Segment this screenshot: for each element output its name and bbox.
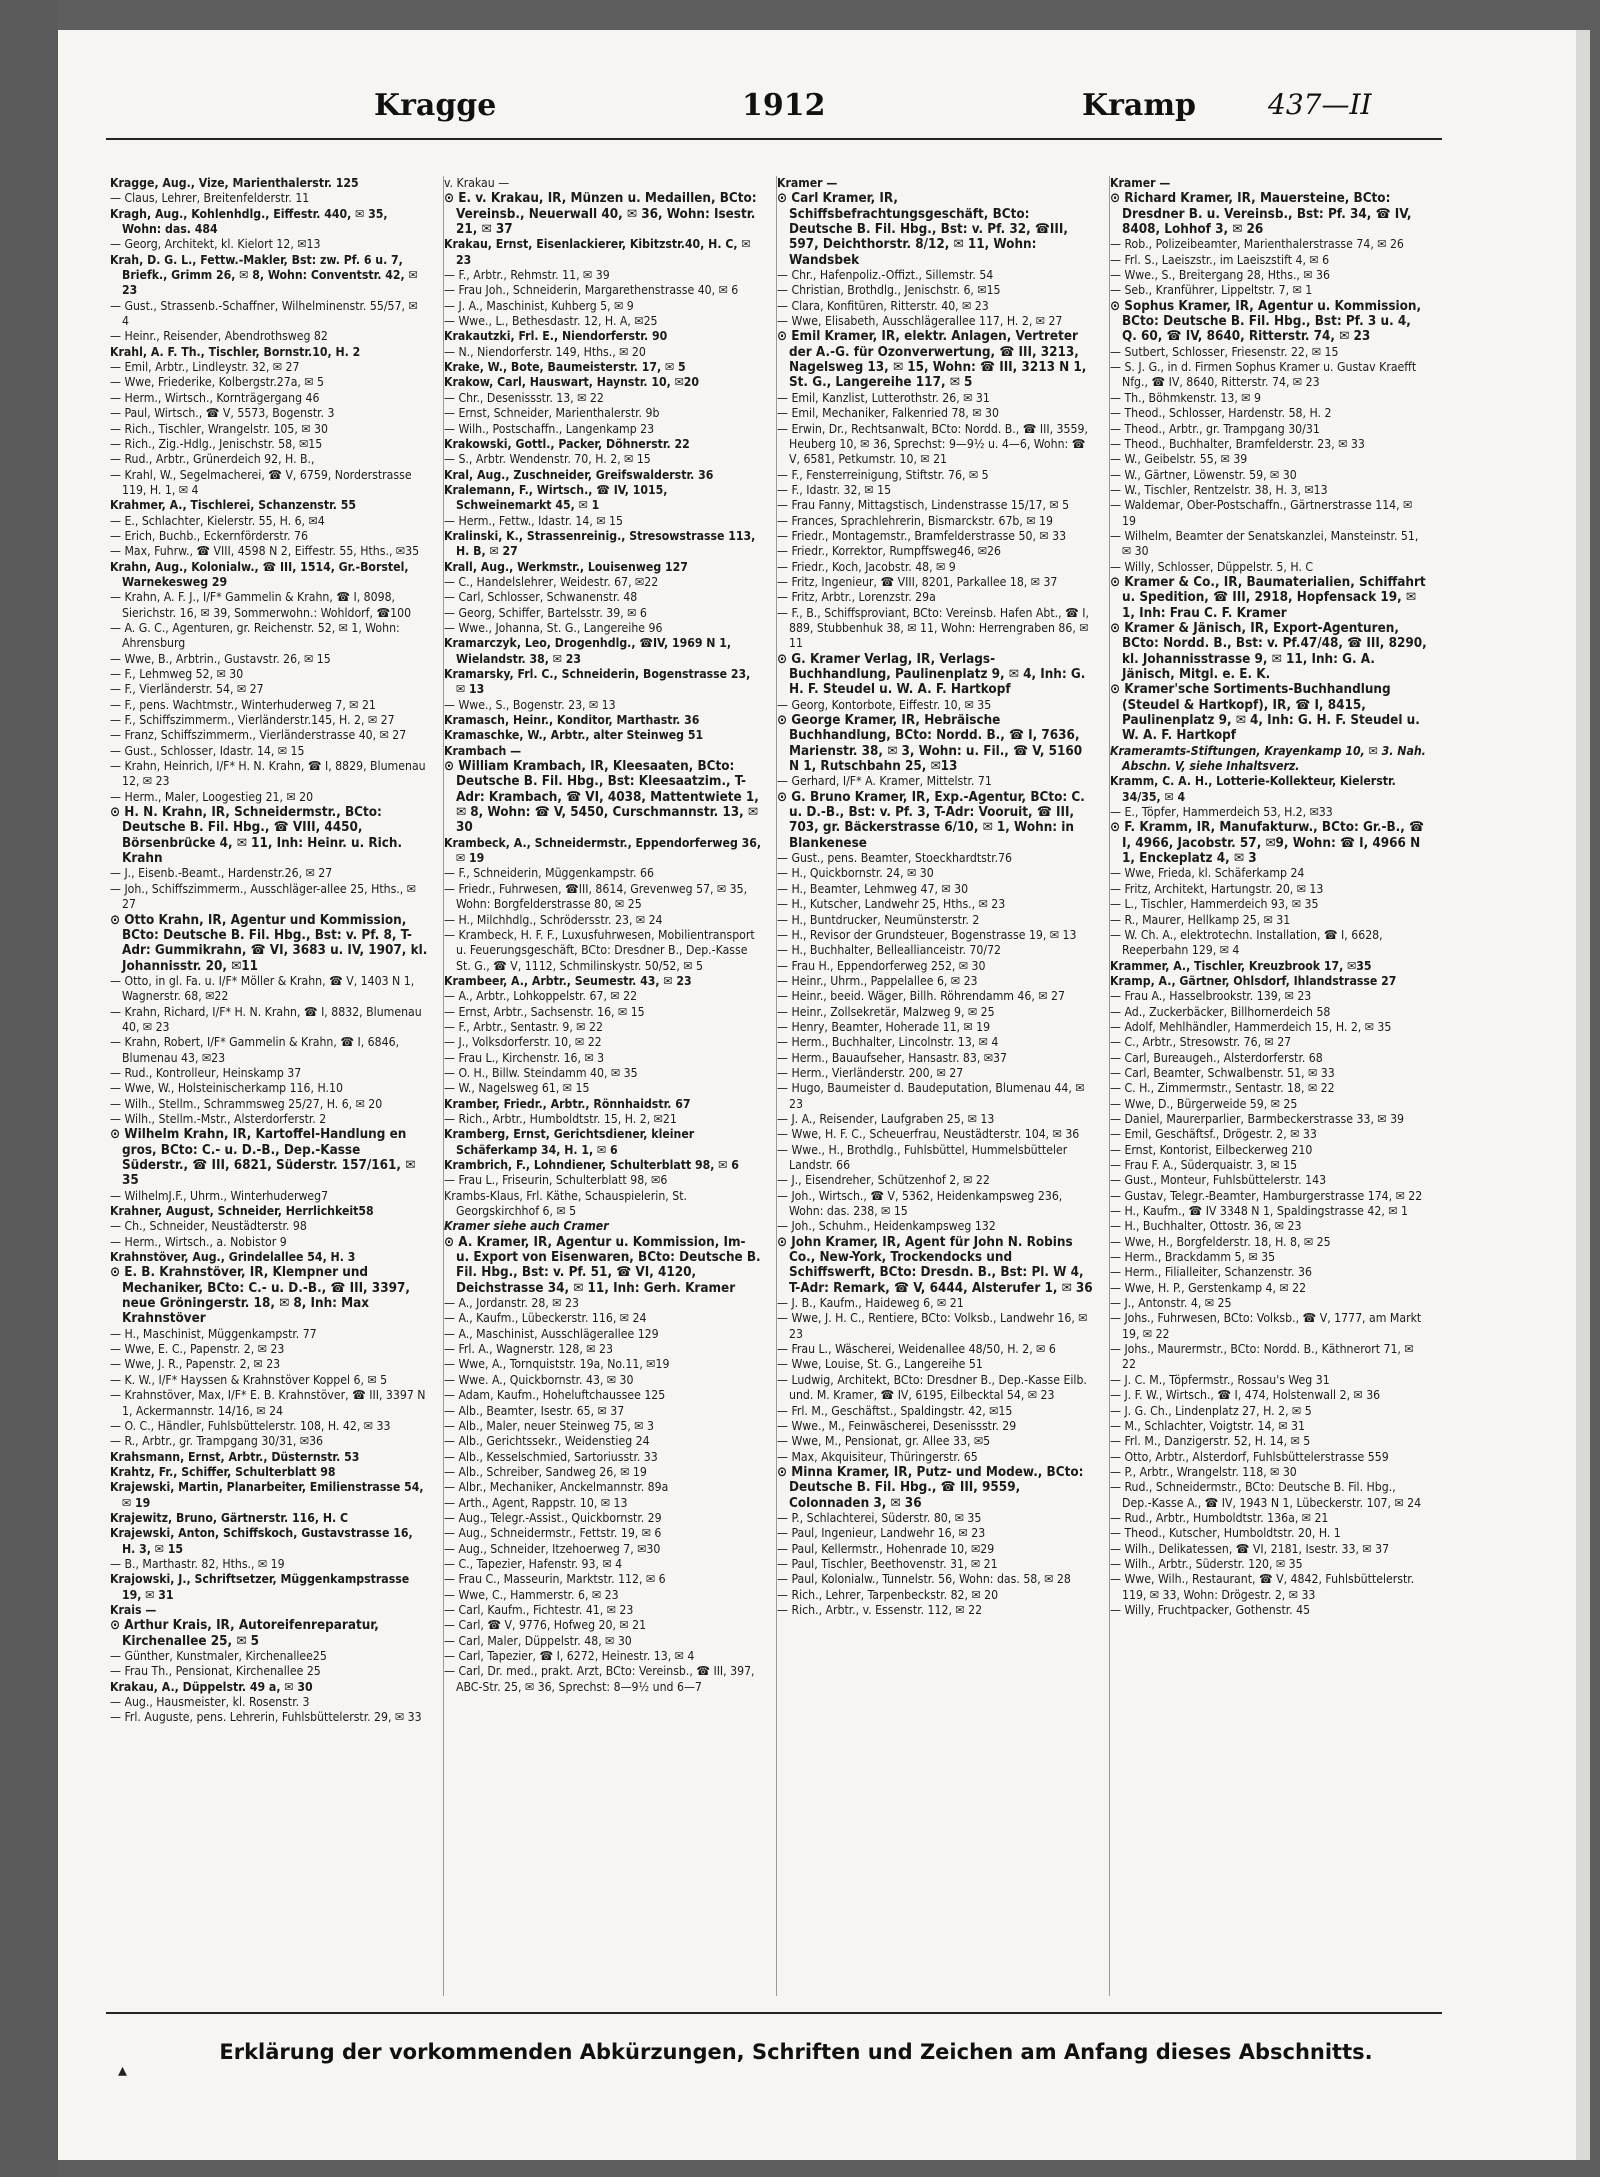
directory-entry: ⊙ A. Kramer, IR, Agentur u. Kommission, Im- u. Export von Eisenwaren, BCto: Deutsche B. Fil. Hbg., Bst: v. Pf. 51, ☎ VI, 4120, Deichstrasse 34, ✉ 11, Inh: Gerh. Kramer <box>444 1234 761 1296</box>
directory-entry: — Wwe, Friederike, Kolbergstr.27a, ✉ 5 <box>110 375 325 390</box>
directory-entry: Kragh, Aug., Kohlenhdlg., Eiffestr. 440, ✉ 35, Wohn: das. 484 <box>110 206 388 237</box>
directory-entry: — F., Arbtr., Rehmstr. 11, ✉ 39 <box>444 268 610 283</box>
directory-entry: — Herm., Fettw., Idastr. 14, ✉ 15 <box>444 513 623 528</box>
directory-entry: — Christian, Brothdlg., Jenischstr. 6, ✉15 <box>777 283 1001 298</box>
directory-entry: — Wwe, H. F. C., Scheuerfrau, Neustädterstr. 104, ✉ 36 <box>777 1127 1080 1142</box>
directory-entry: Krammer, A., Tischler, Kreuzbrook 17, ✉35 <box>1110 958 1372 973</box>
directory-entry: Krahtz, Fr., Schiffer, Schulterblatt 98 <box>110 1464 336 1479</box>
directory-entry: — F., Lehmweg 52, ✉ 30 <box>110 667 244 681</box>
directory-entry: ⊙ G. Bruno Kramer, IR, Exp.-Agentur, BCto: C. u. D.-B., Bst: v. Pf. 3, T-Adr: Vooruit, ☎ III, 703, gr. Bäckerstrasse 6/10, ✉ 1, Wohn: in Blankenese <box>777 789 1085 851</box>
directory-entry: — F., Idastr. 32, ✉ 15 <box>777 482 892 497</box>
directory-entry: — Frau Fanny, Mittagstisch, Lindenstrasse 15/17, ✉ 5 <box>777 498 1070 513</box>
directory-entry: Kramer — <box>777 176 838 190</box>
directory-entry: — Clara, Konfitüren, Ritterstr. 40, ✉ 23 <box>777 298 989 313</box>
directory-entry: — Heinr., beeid. Wäger, Billh. Röhrendamm 46, ✉ 27 <box>777 989 1065 1004</box>
directory-entry: — Wwe, A., Tornquiststr. 19a, No.11, ✉19 <box>444 1357 670 1372</box>
directory-entry: — Joh., Schuhm., Heidenkampsweg 132 <box>777 1219 996 1234</box>
directory-entry: — Frau F. A., Süderquaistr. 3, ✉ 15 <box>1110 1158 1298 1172</box>
directory-entry: — Aug., Schneider, Itzehoerweg 7, ✉30 <box>444 1541 661 1556</box>
directory-entry: — Frances, Sprachlehrerin, Bismarckstr. 67b, ✉ 19 <box>777 513 1053 528</box>
directory-entry: — L., Tischler, Hammerdeich 93, ✉ 35 <box>1110 897 1319 912</box>
directory-entry: — K. W., I/F* Hayssen & Krahnstöver Koppel 6, ✉ 5 <box>110 1372 388 1387</box>
directory-entry: — C., Handelslehrer, Weidestr. 67, ✉22 <box>444 574 659 589</box>
directory-entry: — Johs., Maurermstr., BCto: Nordd. B., Käthnerort 71, ✉ 22 <box>1110 1342 1414 1372</box>
directory-entry: Krall, Aug., Werkmstr., Louisenweg 127 <box>444 559 688 574</box>
directory-entry: — Paul, Kolonialw., Tunnelstr. 56, Wohn: das. 58, ✉ 28 <box>777 1572 1071 1587</box>
directory-entry: — J., Antonstr. 4, ✉ 25 <box>1110 1296 1232 1311</box>
directory-entry: — J., Volksdorferstr. 10, ✉ 22 <box>444 1035 602 1050</box>
directory-entry: — Rich., Zig.-Hdlg., Jenischstr. 58, ✉15 <box>110 436 323 451</box>
directory-entry: Krajewitz, Bruno, Gärtnerstr. 116, H. C <box>110 1510 349 1525</box>
directory-entry: — Fritz, Architekt, Hartungstr. 20, ✉ 13 <box>1110 881 1324 896</box>
directory-entry: — Rud., Kontrolleur, Heinskamp 37 <box>110 1065 302 1080</box>
directory-entry: — Paul, Kellermstr., Hohenrade 10, ✉29 <box>777 1541 995 1556</box>
directory-entry: ⊙ Kramer & Co., IR, Baumaterialien, Schiffahrt u. Spedition, ☎ III, 2918, Hopfensack 19, ✉ 1, Inh: Frau C. F. Kramer <box>1110 574 1426 621</box>
directory-entry: ⊙ E. v. Krakau, IR, Münzen u. Medaillen, BCto: Vereinsb., Neuerwall 40, ✉ 36, Wohn: Isestr. 21, ✉ 37 <box>444 191 757 238</box>
directory-entry: — H., Buchhalter, Belleallianceistr. 70/72 <box>777 943 1002 958</box>
directory-entry: — J. B., Kaufm., Haideweg 6, ✉ 21 <box>777 1296 964 1311</box>
directory-entry: ⊙ Kramer'sche Sortiments-Buchhandlung (Steudel & Hartkopf), IR, ☎ I, 8415, Paulinenplatz 9, ✉ 4, Inh: G. H. F. Steudel u. W. A. F. Hartkopf <box>1110 682 1420 744</box>
directory-entry: — Rich., Arbtr., v. Essenstr. 112, ✉ 22 <box>777 1602 983 1617</box>
directory-entry: — Albr., Mechaniker, Anckelmannstr. 89a <box>444 1480 669 1495</box>
directory-entry: — H., Milchhdlg., Schrödersstr. 23, ✉ 24 <box>444 912 663 927</box>
directory-entry: — Max, Fuhrw., ☎ VIII, 4598 N 2, Eiffestr. 55, Hths., ✉35 <box>110 544 420 559</box>
directory-entry: — Joh., Wirtsch., ☎ V, 5362, Heidenkampsweg 236, Wohn: das. 238, ✉ 15 <box>777 1188 1063 1219</box>
directory-entry: Kramm, C. A. H., Lotterie-Kollekteur, Kielerstr. 34/35, ✉ 4 <box>1110 774 1396 804</box>
directory-entry: Krakau, A., Düppelstr. 49 a, ✉ 30 <box>110 1679 313 1694</box>
directory-entry: — Herm., Filialleiter, Schanzenstr. 36 <box>1110 1265 1312 1280</box>
directory-entry: — Wwe. A., Quickbornstr. 43, ✉ 30 <box>444 1372 634 1387</box>
directory-entry: Krakow, Carl, Hauswart, Haynstr. 10, ✉20 <box>444 375 700 390</box>
directory-entry: Krambs-Klaus, Frl. Käthe, Schauspielerin, St. Georgskirchhof 6, ✉ 5 <box>444 1188 687 1219</box>
column-3 <box>776 176 1095 1996</box>
directory-entry: — Carl, Schlosser, Schwanenstr. 48 <box>444 590 638 605</box>
directory-entry: — O. C., Händler, Fuhlsbüttelerstr. 108, H. 42, ✉ 33 <box>110 1418 391 1433</box>
directory-entry: — Carl, ☎ V, 9776, Hofweg 20, ✉ 21 <box>444 1618 647 1633</box>
directory-entry: — H., Revisor der Grundsteuer, Bogenstrasse 19, ✉ 13 <box>777 927 1077 942</box>
directory-entry: — Erwin, Dr., Rechtsanwalt, BCto: Nordd. B., ☎ III, 3559, Heuberg 10, ✉ 36, Sprechst: 9—9½ u. 4—6, Wohn: ☎ V, 6581, Petkumstr. 10, ✉ 21 <box>777 421 1088 467</box>
directory-entry: Kralinski, K., Strassenreinig., Stresowstrasse 113, H. B, ✉ 27 <box>444 528 756 559</box>
directory-entry: — Frau L., Friseurin, Schulterblatt 98, ✉6 <box>444 1173 668 1188</box>
directory-entry: — J. F. W., Wirtsch., ☎ I, 474, Holstenwall 2, ✉ 36 <box>1110 1388 1381 1403</box>
directory-entry: — Frau C., Masseurin, Marktstr. 112, ✉ 6 <box>444 1572 666 1587</box>
directory-entry: ⊙ Kramer & Jänisch, IR, Export-Agenturen, BCto: Nordd. B., Bst: v. Pf.47/48, ☎ III, 8290, kl. Johannisstrasse 9, ✉ 11, Inh: G. A. Jänisch, Mitgl. e. E. K. <box>1110 620 1427 682</box>
directory-entry: — P., Schlachterei, Süderstr. 80, ✉ 35 <box>777 1510 982 1525</box>
directory-entry: — Alb., Beamter, Isestr. 65, ✉ 37 <box>444 1403 625 1418</box>
directory-entry: — Friedr., Montagemstr., Bramfelderstrasse 50, ✉ 33 <box>777 528 1067 543</box>
directory-entry: ⊙ Sophus Kramer, IR, Agentur u. Kommission, BCto: Deutsche B. Fil. Hbg., Bst: Pf. 3 u. 4, Q. 60, ☎ IV, 8640, Ritterstr. 74, ✉ 23 <box>1110 298 1422 345</box>
directory-entry: — Georg, Schiffer, Bartelsstr. 39, ✉ 6 <box>444 605 647 620</box>
directory-entry: — Heinr., Reisender, Abendrothsweg 82 <box>110 329 328 344</box>
directory-entry: — Arth., Agent, Rappstr. 10, ✉ 13 <box>444 1495 628 1510</box>
directory-entry: — Adam, Kaufm., Hoheluftchaussee 125 <box>444 1388 666 1403</box>
directory-entry: — H., Buntdrucker, Neumünsterstr. 2 <box>777 912 980 927</box>
directory-entry: — W., Nagelsweg 61, ✉ 15 <box>444 1081 590 1096</box>
directory-entry: — Wilh., Postschaffn., Langenkamp 23 <box>444 421 655 436</box>
directory-entry: — Carl, Tapezier, ☎ I, 6272, Heinestr. 13, ✉ 4 <box>444 1649 695 1663</box>
directory-entry: — Ernst, Schneider, Marienthalerstr. 9b <box>444 406 660 421</box>
directory-entry: Krajewski, Anton, Schiffskoch, Gustavstrasse 16, H. 3, ✉ 15 <box>110 1526 413 1556</box>
directory-entry: — Adolf, Mehlhändler, Hammerdeich 15, H. 2, ✉ 35 <box>1110 1019 1392 1034</box>
directory-entry: — Gust., pens. Beamter, Stoeckhardtstr.76 <box>777 851 1013 866</box>
directory-entry: Kramberg, Ernst, Gerichtsdiener, kleiner Schäferkamp 34, H. 1, ✉ 6 <box>444 1127 695 1157</box>
directory-entry: — P., Arbtr., Wrangelstr. 118, ✉ 30 <box>1110 1464 1297 1479</box>
directory-entry: — Otto, in gl. Fa. u. I/F* Möller & Krahn, ☎ V, 1403 N 1, Wagnerstr. 68, ✉22 <box>110 973 415 1004</box>
scan-gutter <box>0 0 58 2177</box>
directory-entry: — A., Jordanstr. 28, ✉ 23 <box>444 1296 579 1311</box>
directory-entry: — Ludwig, Architekt, BCto: Dresdner B., Dep.-Kasse Eilb. und. M. Kramer, ☎ IV, 6195, Eilbecktal 54, ✉ 23 <box>777 1372 1087 1403</box>
directory-entry: — S., Arbtr. Wendenstr. 70, H. 2, ✉ 15 <box>444 452 651 467</box>
directory-entry: — Herm., Maler, Loogestieg 21, ✉ 20 <box>110 789 314 804</box>
directory-entry: — M., Schlachter, Voigtstr. 14, ✉ 31 <box>1110 1418 1306 1433</box>
directory-entry: — Ernst, Arbtr., Sachsenstr. 16, ✉ 15 <box>444 1004 645 1019</box>
directory-entry: — Chr., Desenissstr. 13, ✉ 22 <box>444 390 604 405</box>
directory-entry: — J., Eisenb.-Beamt., Hardenstr.26, ✉ 27 <box>110 866 333 881</box>
directory-entry: — Erich, Buchb., Eckernförderstr. 76 <box>110 528 308 543</box>
directory-entry: — J. A., Reisender, Laufgraben 25, ✉ 13 <box>777 1111 995 1126</box>
directory-entry: Krakautzki, Frl. E., Niendorferstr. 90 <box>444 329 668 344</box>
directory-entry: — Emil, Mechaniker, Falkenried 78, ✉ 30 <box>777 406 999 421</box>
directory-entry: — Seb., Kranführer, Lippeltstr. 7, ✉ 1 <box>1110 283 1313 298</box>
footer-rule <box>106 2012 1442 2014</box>
directory-entry: — H., Quickbornstr. 24, ✉ 30 <box>777 866 934 881</box>
directory-entry: — Gust., Strassenb.-Schaffner, Wilhelminenstr. 55/57, ✉ 4 <box>110 298 418 329</box>
directory-entry: — Wwe, W., Holsteinischerkamp 116, H.10 <box>110 1081 343 1096</box>
directory-entry: Krahl, A. F. Th., Tischler, Bornstr.10, H. 2 <box>110 344 361 359</box>
directory-entry: — Georg, Architekt, kl. Kielort 12, ✉13 <box>110 237 321 252</box>
directory-entry: Krajewski, Martin, Planarbeiter, Emilienstrasse 54, ✉ 19 <box>110 1480 424 1510</box>
abbreviation-note: Erklärung der vorkommenden Abkürzungen, Schriften und Zeichen am Anfang dieses Abschnitts. <box>219 2040 1373 2064</box>
directory-entry: ⊙ G. Kramer Verlag, IR, Verlags-Buchhandlung, Paulinenplatz 9, ✉ 4, Inh: G. H. F. Steudel u. W. A. F. Hartkopf <box>777 651 1086 698</box>
directory-entry: — Wwe., H., Brothdlg., Fuhlsbüttel, Hummelsbütteler Landstr. 66 <box>777 1142 1068 1172</box>
directory-entry: — Heinr., Zollsekretär, Malzweg 9, ✉ 25 <box>777 1004 995 1019</box>
directory-entry: ⊙ Wilhelm Krahn, IR, Kartoffel-Handlung en gros, BCto: C.- u. D.-B., Dep.-Kasse Süderstr., ☎ III, 6821, Süderstr. 157/161, ✉ 35 <box>110 1127 416 1189</box>
directory-entry: — Rich., Tischler, Wrangelstr. 105, ✉ 30 <box>110 421 328 436</box>
directory-entry: — Krahn, Robert, I/F* Gammelin & Krahn, ☎ I, 6846, Blumenau 43, ✉23 <box>110 1035 400 1065</box>
directory-entry: — Carl, Bureaugeh., Alsterdorferstr. 68 <box>1110 1050 1323 1065</box>
directory-entry: — H., Buchhalter, Ottostr. 36, ✉ 23 <box>1110 1219 1302 1234</box>
directory-entry: — Theod., Schlosser, Hardenstr. 58, H. 2 <box>1110 406 1332 421</box>
directory-entry: — Wwe., Johanna, St. G., Langereihe 96 <box>444 620 663 635</box>
column-4 <box>1109 176 1428 1996</box>
directory-entry: — Wwe., S., Breitergang 28, Hths., ✉ 36 <box>1110 268 1331 283</box>
directory-entry: — Carl, Dr. med., prakt. Arzt, BCto: Vereinsb., ☎ III, 397, ABC-Str. 25, ✉ 36, Sprechst: 8—9½ und 6—7 <box>444 1664 755 1694</box>
directory-entry: — Joh., Schiffszimmerm., Ausschläger-allee 25, Hths., ✉ 27 <box>110 881 416 912</box>
directory-entry: — H., Kutscher, Landwehr 25, Hths., ✉ 23 <box>777 897 1006 912</box>
directory-entry: — Herm., Wirtsch., Kornträgergang 46 <box>110 390 320 405</box>
directory-entry: Kramber, Friedr., Arbtr., Rönnhaidstr. 67 <box>444 1096 691 1111</box>
directory-entry: — Rich., Arbtr., Humboldtstr. 15, H. 2, ✉21 <box>444 1111 677 1126</box>
directory-entry: ⊙ Richard Kramer, IR, Mauersteine, BCto: Dresdner B. u. Vereinsb., Bst: Pf. 34, ☎ IV, 8408, Lohhof 3, ✉ 26 <box>1110 191 1412 238</box>
directory-entry: — Gustav, Telegr.-Beamter, Hamburgerstrasse 174, ✉ 22 <box>1110 1188 1423 1203</box>
directory-entry: — Theod., Kutscher, Humboldtstr. 20, H. 1 <box>1110 1526 1341 1541</box>
directory-entry: — Emil, Arbtr., Lindleystr. 32, ✉ 27 <box>110 360 300 375</box>
directory-entry: — Frl. A., Wagnerstr. 128, ✉ 23 <box>444 1342 613 1357</box>
directory-entry: ⊙ Arthur Krais, IR, Autoreifenreparatur, Kirchenallee 25, ✉ 5 <box>110 1618 379 1649</box>
directory-entry: ⊙ H. N. Krahn, IR, Schneidermstr., BCto: Deutsche B. Fil. Hbg., ☎ VIII, 4450, Börsenbrücke 4, ✉ 11, Inh: Heinr. u. Rich. Krahn <box>110 805 403 867</box>
directory-entry: Krameramts-Stiftungen, Krayenkamp 10, ✉ 3. Nah. Abschn. V, siehe Inhaltsverz. <box>1110 743 1426 774</box>
directory-entry: — Frau L., Wäscherei, Weidenallee 48/50, H. 2, ✉ 6 <box>777 1342 1056 1357</box>
directory-entry: Krahner, August, Schneider, Herrlichkeit58 <box>110 1204 374 1219</box>
directory-entry: ⊙ Otto Krahn, IR, Agentur und Kommission, BCto: Deutsche B. Fil. Hbg., Bst: v. Pf. 8, T-Adr: Gummikrahn, ☎ VI, 3683 u. IV, 1907, kl. Johannisstr. 20, ✉11 <box>110 912 428 974</box>
directory-entry: — Wwe, J. H. C., Rentiere, BCto: Volksb., Landwehr 16, ✉ 23 <box>777 1311 1088 1341</box>
directory-entry: Krambrich, F., Lohndiener, Schulterblatt 98, ✉ 6 <box>444 1158 739 1172</box>
directory-entry: — A., Arbtr., Lohkoppelstr. 67, ✉ 22 <box>444 989 638 1004</box>
directory-entry: ⊙ Emil Kramer, IR, elektr. Anlagen, Vertreter der A.-G. für Ozonverwertung, ☎ III, 3213, Nagelsweg 13, ✉ 15, Wohn: ☎ III, 3213 N 1, St. G., Langereihe 117, ✉ 5 <box>777 329 1087 391</box>
directory-entry: Krahsmann, Ernst, Arbtr., Düsternstr. 53 <box>110 1449 360 1464</box>
directory-entry: Kramp, A., Gärtner, Ohlsdorf, Ihlandstrasse 27 <box>1110 973 1397 988</box>
directory-entry: — Wwe, Elisabeth, Ausschlägerallee 117, H. 2, ✉ 27 <box>777 314 1063 329</box>
directory-entry: Kralemann, F., Wirtsch., ☎ IV, 1015, Schweinemarkt 45, ✉ 1 <box>444 482 668 513</box>
directory-entry: — Gust., Monteur, Fuhlsbüttelerstr. 143 <box>1110 1173 1327 1188</box>
column-2 <box>443 176 762 1996</box>
directory-entry: — Emil, Kanzlist, Lutterothstr. 26, ✉ 31 <box>777 390 990 405</box>
directory-entry: — Frau Th., Pensionat, Kirchenallee 25 <box>110 1664 321 1679</box>
directory-entry: — A., Kaufm., Lübeckerstr. 116, ✉ 24 <box>444 1311 647 1326</box>
directory-entry: — J. C. M., Töpfermstr., Rossau's Weg 31 <box>1110 1372 1330 1387</box>
directory-entry: — Krahn, Richard, I/F* H. N. Krahn, ☎ I, 8832, Blumenau 40, ✉ 23 <box>110 1004 422 1034</box>
directory-entry: — Fritz, Ingenieur, ☎ VIII, 8201, Parkallee 18, ✉ 37 <box>777 574 1058 589</box>
directory-entry: — Wwe, Louise, St. G., Langereihe 51 <box>777 1357 983 1372</box>
directory-entry: Kramarsky, Frl. C., Schneiderin, Bogenstrasse 23, ✉ 13 <box>444 667 751 697</box>
directory-entry: — Paul, Wirtsch., ☎ V, 5573, Bogenstr. 3 <box>110 406 335 421</box>
directory-entry: — Frau Joh., Schneiderin, Margarethenstrasse 40, ✉ 6 <box>444 283 739 298</box>
directory-entry: — A., Maschinist, Ausschlägerallee 129 <box>444 1326 659 1341</box>
directory-entry: — H., Maschinist, Müggenkampstr. 77 <box>110 1326 317 1341</box>
directory-entry: — W. Ch. A., elektrotechn. Installation, ☎ I, 6628, Reeperbahn 129, ✉ 4 <box>1110 927 1383 958</box>
directory-entry: — Frl. Auguste, pens. Lehrerin, Fuhlsbüttelerstr. 29, ✉ 33 <box>110 1710 422 1725</box>
directory-entry: Kragge, Aug., Vize, Marienthalerstr. 125 <box>110 176 359 190</box>
margin-mark: ▴ <box>118 2060 128 2081</box>
directory-entry: — Wwe., S., Bogenstr. 23, ✉ 13 <box>444 697 616 712</box>
directory-entry: — W., Gärtner, Löwenstr. 59, ✉ 30 <box>1110 467 1297 482</box>
directory-entry: — Krahn, Heinrich, I/F* H. N. Krahn, ☎ I, 8829, Blumenau 12, ✉ 23 <box>110 759 426 789</box>
directory-entry: — Frl. M., Geschäftst., Spaldingstr. 42, ✉15 <box>777 1403 1013 1418</box>
directory-entry: — W., Tischler, Rentzelstr. 38, H. 3, ✉13 <box>1110 482 1328 497</box>
directory-entry: — Alb., Gerichtssekr., Weidenstieg 24 <box>444 1434 650 1449</box>
directory-entry: — F., Vierländerstr. 54, ✉ 27 <box>110 682 264 697</box>
directory-entry: — Krahnstöver, Max, I/F* E. B. Krahnstöver, ☎ III, 3397 N 1, Ackermannstr. 14/16, ✉ 24 <box>110 1388 426 1418</box>
directory-entry: ⊙ Minna Kramer, IR, Putz- und Modew., BCto: Deutsche B. Fil. Hbg., ☎ III, 9559, Colonnaden 3, ✉ 36 <box>777 1464 1084 1511</box>
directory-entry: — Theod., Arbtr., gr. Trampgang 30/31 <box>1110 421 1320 436</box>
directory-entry: — R., Arbtr., gr. Trampgang 30/31, ✉36 <box>110 1434 324 1449</box>
directory-entry: ⊙ F. Kramm, IR, Manufakturw., BCto: Gr.-B., ☎ I, 4966, Jacobstr. 57, ✉9, Wohn: ☎ I, 4966 N 1, Enckeplatz 4, ✉ 3 <box>1110 820 1425 867</box>
page-edge <box>1576 30 1590 2160</box>
directory-entry: — Henry, Beamter, Hoherade 11, ✉ 19 <box>777 1019 991 1034</box>
directory-entry: — Frl. S., Laeiszstr., im Laeiszstift 4, ✉ 6 <box>1110 252 1330 267</box>
directory-entry: — C. H., Zimmermstr., Sentastr. 18, ✉ 22 <box>1110 1081 1335 1096</box>
directory-entry: ⊙ George Kramer, IR, Hebräische Buchhandlung, BCto: Nordd. B., ☎ I, 7636, Marienstr. 38, ✉ 3, Wohn: u. Fil., ☎ V, 5160 N 1, Rutschbahn 25, ✉13 <box>777 713 1083 775</box>
directory-entry: — F., Schiffszimmerm., Vierländerstr.145, H. 2, ✉ 27 <box>110 713 395 728</box>
directory-entry: — A. G. C., Agenturen, gr. Reichenstr. 52, ✉ 1, Wohn: Ahrensburg <box>110 620 400 651</box>
directory-entry: — Carl, Beamter, Schwalbenstr. 51, ✉ 33 <box>1110 1065 1335 1080</box>
directory-entry: — Frau L., Kirchenstr. 16, ✉ 3 <box>444 1050 605 1065</box>
directory-entry: — Herm., Buchhalter, Lincolnstr. 13, ✉ 4 <box>777 1035 999 1050</box>
page-number: 437—II <box>1268 88 1372 121</box>
directory-entry: — Wwe, M., Pensionat, gr. Allee 33, ✉5 <box>777 1434 991 1449</box>
directory-entry: — Herm., Wirtsch., a. Nobistor 9 <box>110 1234 287 1249</box>
directory-entry: — J., Eisendreher, Schützenhof 2, ✉ 22 <box>777 1173 990 1188</box>
directory-entry: — Wilh., Stellm., Schrammsweg 25/27, H. 6, ✉ 20 <box>110 1096 383 1111</box>
directory-entry: — F., pens. Wachtmstr., Winterhuderweg 7, ✉ 21 <box>110 697 376 712</box>
directory-entry: Kramasch, Heinr., Konditor, Marthastr. 36 <box>444 713 700 728</box>
directory-entry: Krajowski, J., Schriftsetzer, Müggenkampstrasse 19, ✉ 31 <box>110 1572 410 1602</box>
directory-entry: — Otto, Arbtr., Alsterdorf, Fuhlsbüttelerstrasse 559 <box>1110 1449 1389 1464</box>
directory-entry: — WilhelmJ.F., Uhrm., Winterhuderweg7 <box>110 1188 329 1203</box>
directory-entry: — Günther, Kunstmaler, Kirchenallee25 <box>110 1649 327 1663</box>
directory-entry: — Emil, Geschäftsf., Drögestr. 2, ✉ 33 <box>1110 1127 1317 1142</box>
directory-entry: — F., Arbtr., Sentastr. 9, ✉ 22 <box>444 1019 603 1034</box>
directory-entry: — C., Tapezier, Hafenstr. 93, ✉ 4 <box>444 1556 623 1571</box>
directory-entry: — Herm., Brackdamm 5, ✉ 35 <box>1110 1250 1276 1265</box>
directory-entry: — Friedr., Korrektor, Rumpffsweg46, ✉26 <box>777 544 1002 559</box>
directory-entry: — Chr., Hafenpoliz.-Offizt., Sillemstr. 54 <box>777 268 994 283</box>
directory-entry: — Aug., Schneidermstr., Fettstr. 19, ✉ 6 <box>444 1526 662 1541</box>
directory-entry: Krambeck, A., Schneidermstr., Eppendorferweg 36, ✉ 19 <box>444 835 762 866</box>
directory-entry: — Friedr., Fuhrwesen, ☎III, 8614, Grevenweg 57, ✉ 35, Wohn: Borgfelderstrasse 80, ✉ 25 <box>444 881 748 912</box>
directory-entry: — Wwe, E. C., Papenstr. 2, ✉ 23 <box>110 1342 285 1357</box>
directory-entry: — Paul, Ingenieur, Landwehr 16, ✉ 23 <box>777 1526 986 1541</box>
directory-entry: — Daniel, Maurerparlier, Barmbeckerstrasse 33, ✉ 39 <box>1110 1111 1405 1126</box>
directory-entry: — Sutbert, Schlosser, Friesenstr. 22, ✉ 15 <box>1110 344 1339 359</box>
directory-entry: — Alb., Schreiber, Sandweg 26, ✉ 19 <box>444 1464 647 1479</box>
directory-entry: — F., Schneiderin, Müggenkampstr. 66 <box>444 866 654 881</box>
directory-entry: — Wilhelm, Beamter der Senatskanzlei, Mansteinstr. 51, ✉ 30 <box>1110 528 1419 559</box>
directory-entry: — Ernst, Kontorist, Eilbeckerweg 210 <box>1110 1142 1313 1157</box>
directory-entry: Krakowski, Gottl., Packer, Döhnerstr. 22 <box>444 436 690 451</box>
directory-entry: — Ad., Zuckerbäcker, Billhornerdeich 58 <box>1110 1004 1331 1019</box>
directory-entry: — Wwe., M., Feinwäscherei, Desenissstr. 29 <box>777 1418 1017 1433</box>
directory-entry: Krahnstöver, Aug., Grindelallee 54, H. 3 <box>110 1250 356 1265</box>
directory-entry: Kramarczyk, Leo, Drogenhdlg., ☎IV, 1969 N 1, Wielandstr. 38, ✉ 23 <box>444 636 732 666</box>
directory-entry: — Frau A., Hasselbrookstr. 139, ✉ 23 <box>1110 989 1312 1004</box>
directory-entry: Krahn, Aug., Kolonialw., ☎ III, 1514, Gr.-Borstel, Warnekesweg 29 <box>110 559 409 589</box>
directory-entry: — Johs., Fuhrwesen, BCto: Volksb., ☎ V, 1777, am Markt 19, ✉ 22 <box>1110 1311 1422 1341</box>
directory-entry: — Wwe, D., Bürgerweide 59, ✉ 25 <box>1110 1096 1298 1111</box>
directory-entry: — Gerhard, I/F* A. Kramer, Mittelstr. 71 <box>777 774 992 789</box>
directory-entry: — Wwe, C., Hammerstr. 6, ✉ 23 <box>444 1587 619 1602</box>
directory-entry: — Rich., Lehrer, Tarpenbeckstr. 82, ✉ 20 <box>777 1587 999 1602</box>
directory-entry: — Frau H., Eppendorferweg 252, ✉ 30 <box>777 958 986 973</box>
directory-entry: — O. H., Billw. Steindamm 40, ✉ 35 <box>444 1065 638 1080</box>
directory-entry: ⊙ Carl Kramer, IR, Schiffsbefrachtungsgeschäft, BCto: Deutsche B. Fil. Hbg., Bst: v. Pf. 32, ☎III, 597, Deichthorstr. 8/12, ✉ 11, Wohn: Wandsbek <box>777 191 1068 268</box>
directory-entry: — W., Geibelstr. 55, ✉ 39 <box>1110 452 1248 467</box>
directory-entry: — Ch., Schneider, Neustädterstr. 98 <box>110 1219 307 1234</box>
directory-entry: — J. G. Ch., Lindenplatz 27, H. 2, ✉ 5 <box>1110 1403 1312 1418</box>
directory-entry: Krambach — <box>444 743 522 758</box>
directory-entry: ⊙ E. B. Krahnstöver, IR, Klempner und Mechaniker, BCto: C.- u. D.-B., ☎ III, 3397, neue Gröningerstr. 18, ✉ 8, Inh: Max Krahnstöver <box>110 1265 410 1327</box>
directory-entry: — Franz, Schiffszimmerm., Vierländerstrasse 40, ✉ 27 <box>110 728 407 743</box>
directory-entry: — Aug., Hausmeister, kl. Rosenstr. 3 <box>110 1695 310 1710</box>
directory-entry: — Fritz, Arbtr., Lorenzstr. 29a <box>777 590 936 605</box>
directory-entry: — Willy, Schlosser, Düppelstr. 5, H. C <box>1110 559 1314 574</box>
directory-entry: — Rud., Schneidermstr., BCto: Deutsche B. Fil. Hbg., Dep.-Kasse A., ☎ IV, 1943 N 1, Lübeckerstr. 107, ✉ 24 <box>1110 1480 1422 1510</box>
directory-entry: Kramaschke, W., Arbtr., alter Steinweg 51 <box>444 728 704 743</box>
directory-entry: — F., B., Schiffsproviant, BCto: Vereinsb. Hafen Abt., ☎ I, 889, Stubbenhuk 38, ✉ 11, Wohn: Herrengraben 86, ✉ 11 <box>777 605 1089 651</box>
directory-entry: — H., Beamter, Lehmweg 47, ✉ 30 <box>777 881 969 896</box>
directory-entry: — Max, Akquisiteur, Thüringerstr. 65 <box>777 1449 978 1464</box>
directory-entry: — Carl, Kaufm., Fichtestr. 41, ✉ 23 <box>444 1602 634 1617</box>
directory-entry: — Herm., Bauaufseher, Hansastr. 83, ✉37 <box>777 1050 1007 1065</box>
directory-entry: — Wwe, H. P., Gerstenkamp 4, ✉ 22 <box>1110 1280 1307 1295</box>
directory-entry: — Carl, Maler, Düppelstr. 48, ✉ 30 <box>444 1633 632 1648</box>
header-rule <box>106 138 1442 140</box>
directory-entry: Krahmer, A., Tischlerei, Schanzenstr. 55 <box>110 498 356 513</box>
directory-entry: — Paul, Tischler, Beethovenstr. 31, ✉ 21 <box>777 1556 998 1571</box>
header-left-keyword: Kragge <box>374 88 497 123</box>
directory-entry: — Heinr., Uhrm., Pappelallee 6, ✉ 23 <box>777 973 978 988</box>
directory-entry: — Aug., Telegr.-Assist., Quickbornstr. 29 <box>444 1510 662 1525</box>
directory-entry: ⊙ William Krambach, IR, Kleesaaten, BCto: Deutsche B. Fil. Hbg., Bst: Kleesaatzim., T-Adr: Krambach, ☎ VI, 4038, Mattentwiete 1, ✉ 8, Wohn: ☎ V, 5450, Curschmannstr. 13, ✉ 30 <box>444 759 759 836</box>
directory-entry: — Th., Böhmkenstr. 13, ✉ 9 <box>1110 390 1261 405</box>
directory-entry: Krake, W., Bote, Baumeisterstr. 17, ✉ 5 <box>444 360 686 375</box>
directory-entry: — Alb., Maler, neuer Steinweg 75, ✉ 3 <box>444 1418 654 1433</box>
directory-entry: — Friedr., Koch, Jacobstr. 48, ✉ 9 <box>777 559 956 574</box>
directory-entry: — J. A., Maschinist, Kuhberg 5, ✉ 9 <box>444 298 634 313</box>
directory-entry: — N., Niendorferstr. 149, Hths., ✉ 20 <box>444 344 646 359</box>
directory-entry: — Wwe, Wilh., Restaurant, ☎ V, 4842, Fuhlsbüttelerstr. 119, ✉ 33, Wohn: Drögestr. 2, ✉ 33 <box>1110 1572 1415 1602</box>
directory-entry: — Rob., Polizeibeamter, Marienthalerstrasse 74, ✉ 26 <box>1110 237 1404 252</box>
directory-entry: Kral, Aug., Zuschneider, Greifswalderstr. 36 <box>444 467 714 482</box>
directory-entry: — E., Töpfer, Hammerdeich 53, H.2, ✉33 <box>1110 805 1333 820</box>
directory-entry: — Wwe, Frieda, kl. Schäferkamp 24 <box>1110 866 1305 881</box>
directory-entry: Kramer siehe auch Cramer <box>444 1219 609 1234</box>
directory-entry: — Wilh., Delikatessen, ☎ VI, 2181, Isestr. 33, ✉ 37 <box>1110 1541 1390 1556</box>
directory-entry: — Waldemar, Ober-Postschaffn., Gärtnerstrasse 114, ✉ 19 <box>1110 498 1413 528</box>
directory-entry: — Herm., Vierländerstr. 200, ✉ 27 <box>777 1065 964 1080</box>
directory-entry: — Claus, Lehrer, Breitenfelderstr. 11 <box>110 191 310 206</box>
directory-entry: — S. J. G., in d. Firmen Sophus Kramer u. Gustav Kraefft Nfg., ☎ IV, 8640, Ritterstr. 74, ✉ 23 <box>1110 360 1417 390</box>
directory-entry: — Frl. M., Danzigerstr. 52, H. 14, ✉ 5 <box>1110 1434 1311 1449</box>
directory-entry: Krah, D. G. L., Fettw.-Makler, Bst: zw. Pf. 6 u. 7, Briefk., Grimm 26, ✉ 8, Wohn: Conventstr. 42, ✉ 23 <box>110 252 418 298</box>
directory-entry: — C., Arbtr., Stresowstr. 76, ✉ 27 <box>1110 1035 1292 1050</box>
column-1 <box>110 176 428 1996</box>
directory-entry: — E., Schlachter, Kielerstr. 55, H. 6, ✉4 <box>110 513 325 528</box>
directory-entry: Kramer — <box>1110 176 1171 190</box>
directory-entry: ⊙ John Kramer, IR, Agent für John N. Robins Co., New-York, Trockendocks und Schiffswerft, BCto: Dresdn. B., Bst: Pl. W 4, T-Adr: Remark, ☎ V, 6444, Alsterufer 1, ✉ 36 <box>777 1234 1093 1296</box>
directory-entry: — Wwe, H., Borgfelderstr. 18, H. 8, ✉ 25 <box>1110 1234 1331 1249</box>
directory-entry: — Krahl, W., Segelmacherei, ☎ V, 6759, Norderstrasse 119, H. 1, ✉ 4 <box>110 467 412 497</box>
directory-entry: — Georg, Kontorbote, Eiffestr. 10, ✉ 35 <box>777 697 992 712</box>
directory-entry: — Wwe, J. R., Papenstr. 2, ✉ 23 <box>110 1357 281 1372</box>
header-year: 1912 <box>742 88 826 123</box>
directory-entry: — B., Marthastr. 82, Hths., ✉ 19 <box>110 1556 285 1571</box>
directory-entry: — Gust., Schlosser, Idastr. 14, ✉ 15 <box>110 743 305 758</box>
directory-entry: — H., Kaufm., ☎ IV 3348 N 1, Spaldingstrasse 42, ✉ 1 <box>1110 1204 1408 1219</box>
header-right-keyword: Kramp <box>1082 88 1197 123</box>
directory-entry: — R., Maurer, Hellkamp 25, ✉ 31 <box>1110 912 1291 927</box>
directory-entry: Krambeer, A., Arbtr., Seumestr. 43, ✉ 23 <box>444 973 692 988</box>
directory-entry: — Wwe., L., Bethesdastr. 12, H. A, ✉25 <box>444 314 658 329</box>
directory-entry: — Rud., Arbtr., Humboldtstr. 136a, ✉ 21 <box>1110 1510 1329 1525</box>
directory-entry: Krais — <box>110 1602 157 1617</box>
directory-entry: Krakau, Ernst, Eisenlackierer, Kibitzstr.40, H. C, ✉ 23 <box>444 237 751 267</box>
directory-entry: — Wilh., Stellm.-Mstr., Alsterdorferstr. 2 <box>110 1111 327 1126</box>
directory-entry: v. Krakau — <box>444 176 510 190</box>
directory-entry: — Alb., Kesselschmied, Sartoriusstr. 33 <box>444 1449 658 1464</box>
directory-entry: — Theod., Buchhalter, Bramfelderstr. 23, ✉ 33 <box>1110 436 1365 451</box>
directory-entry: — Hugo, Baumeister d. Baudeputation, Blumenau 44, ✉ 23 <box>777 1081 1085 1111</box>
directory-entry: — Wilh., Arbtr., Süderstr. 120, ✉ 35 <box>1110 1556 1303 1571</box>
directory-entry: — Krahn, A. F. J., I/F* Gammelin & Krahn, ☎ I, 8098, Sierichstr. 16, ✉ 39, Sommerwohn.: Wohldorf, ☎100 <box>110 590 412 620</box>
directory-entry: — Rud., Arbtr., Grünerdeich 92, H. B., <box>110 452 315 467</box>
directory-entry: — Willy, Fruchtpacker, Gothenstr. 45 <box>1110 1602 1311 1617</box>
directory-entry: — Wwe, B., Arbtrin., Gustavstr. 26, ✉ 15 <box>110 651 331 666</box>
directory-entry: — Krambeck, H. F. F., Luxusfuhrwesen, Mobilientransport u. Feuerungsgeschäft, BCto: Dresdner B., Dep.-Kasse St. G., ☎ V, 1112, Schmilinskystr. 50/52, ✉ 5 <box>444 927 755 973</box>
directory-entry: — F., Fensterreinigung, Stiftstr. 76, ✉ 5 <box>777 467 989 482</box>
